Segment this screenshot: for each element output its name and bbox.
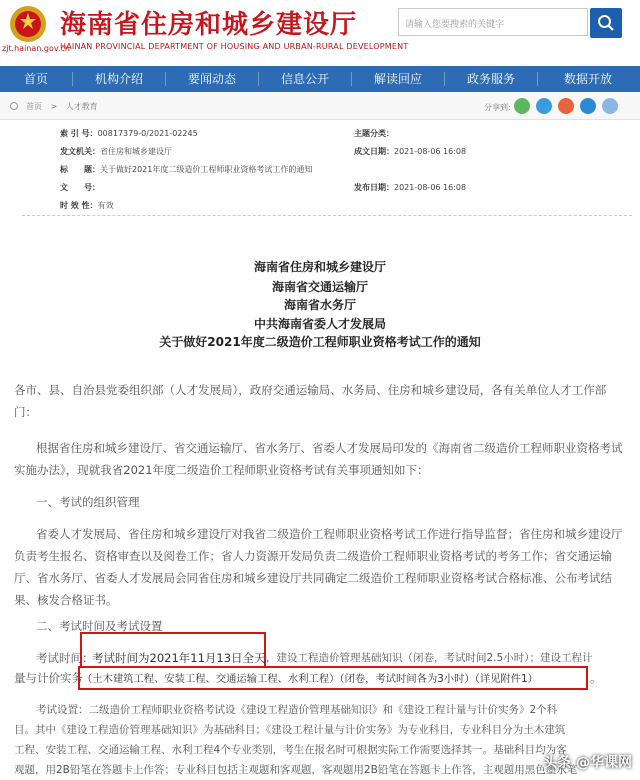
para5-line-4: 观题，用2B铅笔在答题卡上作答；专业科目包括主观题和客观题，客观题用2B铅笔在答题卡上作答，主观题用黑色墨水笔 xyxy=(14,764,578,776)
site-title[interactable]: 海南省住房和城乡建设厅 xyxy=(60,10,358,40)
practice-period: 。 xyxy=(590,671,602,685)
nav-open-data[interactable]: 数据开放 xyxy=(563,72,612,86)
share-label: 分享到: xyxy=(484,103,511,112)
para2-line-2: 负责考生报名、资格审查以及阅卷工作；省人力资源开发局负责二级造价工程师职业资格考试的考务工作；省交通运输 xyxy=(14,549,612,563)
title-label: 标 题： xyxy=(60,165,100,174)
article-issuer-2: 海南省交通运输厅 xyxy=(271,280,368,294)
nav-about[interactable]: 机构介绍 xyxy=(94,72,143,86)
search-icon xyxy=(597,14,615,32)
exam-time-label: 考试时间： xyxy=(36,651,94,665)
addressee-line-1: 各市、县、自治县党委组织部（人才发展局），政府交通运输局、水务局、住房和城乡建设局，各有关单位人才工作部 xyxy=(14,383,607,397)
para2-line-3: 厅、省水务厅、省委人才发展局会同省住房和城乡建设厅共同确定二级造价工程师职业资格考试合格标准、公布考试结 xyxy=(14,571,612,585)
document-info-table xyxy=(22,124,632,216)
article-issuer-4: 中共海南省委人才发展局 xyxy=(253,317,386,331)
article-issuer-1: 海南省住房和城乡建设厅 xyxy=(253,260,386,274)
nav-disclosure[interactable]: 信息公开 xyxy=(280,72,329,86)
article-title: 关于做好2021年度二级造价工程师职业资格考试工作的通知 xyxy=(159,335,481,349)
date-label: 成文日期： xyxy=(354,147,394,156)
qq-share-icon[interactable] xyxy=(536,98,552,114)
search-button[interactable] xyxy=(590,8,622,38)
nav-news[interactable]: 要闻动态 xyxy=(187,72,236,86)
nav-home[interactable]: 首页 xyxy=(23,72,48,86)
para2-line-1: 省委人才发展局、省住房和城乡建设厅对我省二级造价工程师职业资格考试工作进行指导监督；省住房和城乡建设厅 xyxy=(36,527,623,541)
main-nav xyxy=(0,66,640,92)
index-value: 00817379-0/2021-02245 xyxy=(97,129,198,138)
exam-subjects-highlight: （土木建筑工程、安装工程、交通运输工程、水利工程）（闭卷，考试时间各为3小时）（详见附件1） xyxy=(82,673,538,685)
breadcrumb-home[interactable]: 首页 xyxy=(26,102,42,111)
watermark-text: 头条 @华课网 xyxy=(543,755,632,771)
para1-line-1: 根据省住房和城乡建设厅、省交通运输厅、省水务厅、省委人才发展局印发的《海南省二级造价工程师职业资格考试 xyxy=(36,441,623,455)
site-title-en: HAINAN PROVINCIAL DEPARTMENT OF HOUSING AND URBAN-RURAL DEVELOPMENT xyxy=(60,42,409,51)
issuer-value: 省住房和城乡建设厅 xyxy=(100,147,172,156)
title-value: 关于做好2021年度二级造价工程师职业资格考试工作的通知 xyxy=(100,165,313,174)
publish-label: 发布日期： xyxy=(354,183,394,192)
site-header xyxy=(0,0,640,66)
docno-label: 文 号： xyxy=(60,183,100,192)
validity-label: 时 效 性： xyxy=(60,201,98,210)
site-domain: zjt.hainan.gov.cn xyxy=(2,44,70,53)
search-input[interactable]: 请输入您要搜索的关键字 xyxy=(398,8,588,36)
national-emblem-icon xyxy=(6,4,50,44)
addressee-line-2: 门： xyxy=(14,405,37,419)
exam-date-highlight: 考试时间为2021年11月13日全天 xyxy=(92,651,266,665)
wechat-share-icon[interactable] xyxy=(514,98,530,114)
para5-line-3: 工程、安装工程、交通运输工程、水利工程4个专业类别，考生在报名时可根据实际工作需要选择其一。基础科目均为客 xyxy=(14,744,567,756)
location-icon xyxy=(10,102,18,110)
breadcrumb xyxy=(0,92,640,120)
para1-line-2: 实施办法》，现就我省2021年度二级造价工程师职业资格考试有关事项通知如下： xyxy=(14,463,429,477)
qzone-share-icon[interactable] xyxy=(580,98,596,114)
validity-value: 有效 xyxy=(97,201,114,210)
para5-line-1: 考试设置：二级造价工程师职业资格考试设《建设工程造价管理基础知识》和《建设工程计量与计价实务》2个科 xyxy=(36,704,558,716)
section-heading-2: 二、考试时间及考试设置 xyxy=(36,619,163,633)
subject-label: 主题分类： xyxy=(354,129,394,138)
para5-line-2: 目。其中《建设工程造价管理基础知识》为基础科目；《建设工程计量与计价实务》为专业科目，专业科目分为土木建筑 xyxy=(14,724,566,736)
para2-line-4: 果、核发合格证书。 xyxy=(14,593,118,607)
practice-label: 量与计价实务 xyxy=(14,671,83,685)
article-issuer-3: 海南省水务厅 xyxy=(283,298,356,312)
publish-value: 2021-08-06 16:08 xyxy=(394,183,467,192)
nav-interpretation[interactable]: 解读回应 xyxy=(373,72,422,86)
nav-services[interactable]: 政务服务 xyxy=(466,72,515,86)
issuer-label: 发文机关： xyxy=(60,147,100,156)
breadcrumb-current[interactable]: 人才教育 xyxy=(65,102,98,111)
more-share-icon[interactable] xyxy=(602,98,618,114)
date-value: 2021-08-06 16:08 xyxy=(394,147,467,156)
breadcrumb-separator: > xyxy=(50,102,58,111)
index-label: 索 引 号： xyxy=(60,129,98,138)
exam-time-rest: ，建设工程造价管理基础知识（闭卷，考试时间2.5小时）；建设工程计 xyxy=(266,652,593,664)
section-heading-1: 一、考试的组织管理 xyxy=(36,495,140,509)
weibo-share-icon[interactable] xyxy=(558,98,574,114)
